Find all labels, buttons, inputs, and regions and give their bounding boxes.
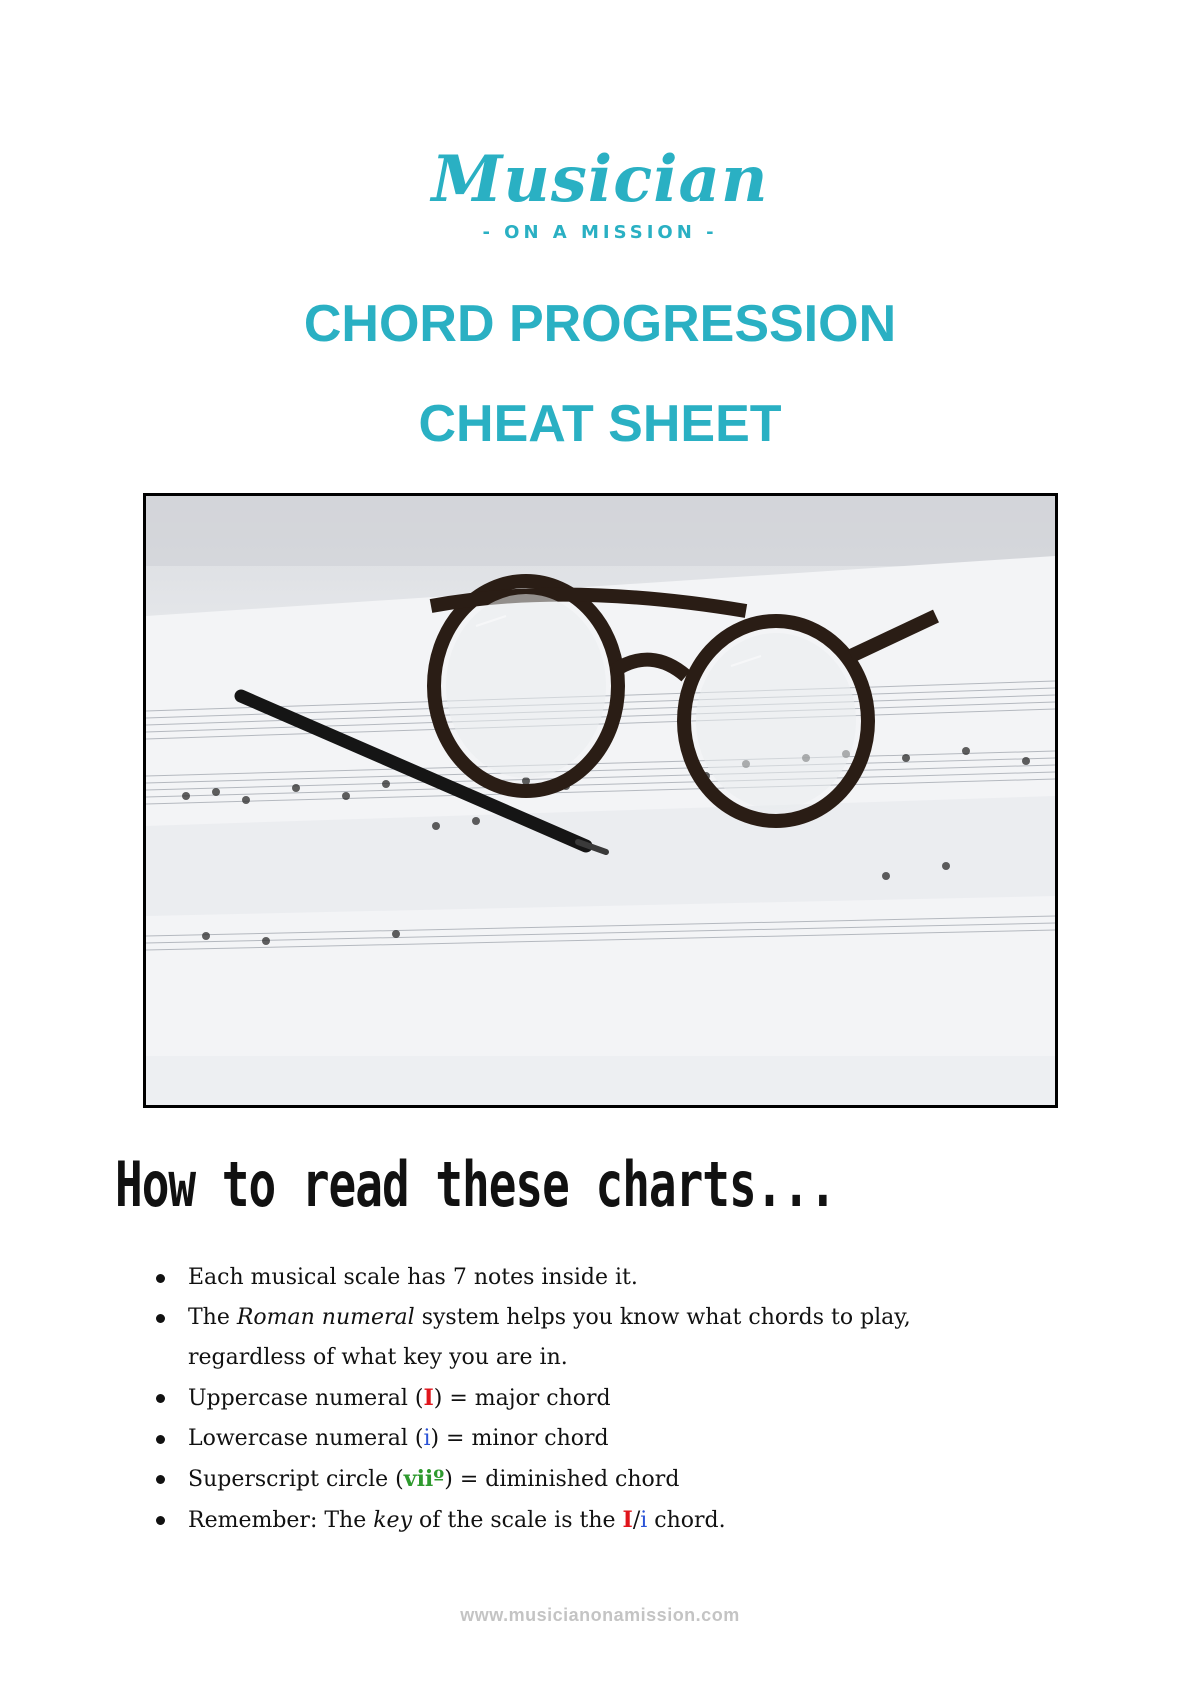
bullet-text: Remember: The bbox=[188, 1508, 374, 1533]
bullet-item bbox=[150, 1298, 1050, 1378]
bullet-dot-icon bbox=[156, 1394, 165, 1403]
minor-numeral: i bbox=[640, 1508, 648, 1533]
bullet-text: Each musical scale has 7 notes inside it. bbox=[188, 1265, 638, 1290]
logo-tagline: - ON A MISSION - bbox=[482, 222, 718, 243]
page-title-line-2: CHEAT SHEET bbox=[418, 395, 782, 453]
bullet-text: Uppercase numeral ( bbox=[188, 1386, 424, 1411]
bullet-dot-icon bbox=[156, 1274, 165, 1283]
bullet-text: Lowercase numeral ( bbox=[188, 1426, 424, 1451]
bullet-text: of the scale is the bbox=[412, 1508, 623, 1533]
bullet-dot-icon bbox=[156, 1314, 165, 1323]
page-title-line-1: CHORD PROGRESSION bbox=[303, 295, 897, 353]
bullet-text: ) = major chord bbox=[433, 1386, 611, 1411]
bullet-item bbox=[150, 1378, 1050, 1419]
diminished-numeral: viiº bbox=[403, 1466, 445, 1492]
slash-separator: / bbox=[632, 1508, 641, 1533]
glasses-on-sheet-music-illustration bbox=[146, 496, 1055, 1105]
bullet-dot-icon bbox=[156, 1435, 165, 1444]
footer-url[interactable]: www.musicianonamission.com bbox=[460, 1605, 740, 1625]
major-numeral: I bbox=[423, 1385, 434, 1411]
minor-numeral: i bbox=[423, 1426, 431, 1451]
bullet-item bbox=[150, 1500, 1050, 1541]
major-numeral: I bbox=[622, 1507, 633, 1533]
bullet-text: ) = minor chord bbox=[430, 1426, 609, 1451]
bullet-list bbox=[150, 1258, 1050, 1541]
bullet-item bbox=[150, 1258, 1050, 1298]
section-heading: How to read these charts... bbox=[115, 1148, 836, 1221]
bullet-emphasis: Roman numeral bbox=[236, 1305, 415, 1330]
bullet-text-continued: regardless of what key you are in. bbox=[188, 1345, 568, 1370]
bullet-text: The bbox=[188, 1305, 237, 1330]
logo-wordmark: Musician bbox=[431, 142, 769, 217]
bullet-item bbox=[150, 1419, 1050, 1459]
brand-logo bbox=[0, 140, 1200, 243]
hero-photo bbox=[143, 493, 1058, 1108]
bullet-dot-icon bbox=[156, 1516, 165, 1525]
bullet-item bbox=[150, 1459, 1050, 1500]
bullet-text: chord. bbox=[647, 1508, 726, 1533]
bullet-dot-icon bbox=[156, 1475, 165, 1484]
bullet-text: system helps you know what chords to play, bbox=[414, 1305, 911, 1330]
bullet-text: Superscript circle ( bbox=[188, 1467, 404, 1492]
bullet-text: ) = diminished chord bbox=[444, 1467, 680, 1492]
bullet-emphasis: key bbox=[373, 1508, 412, 1533]
